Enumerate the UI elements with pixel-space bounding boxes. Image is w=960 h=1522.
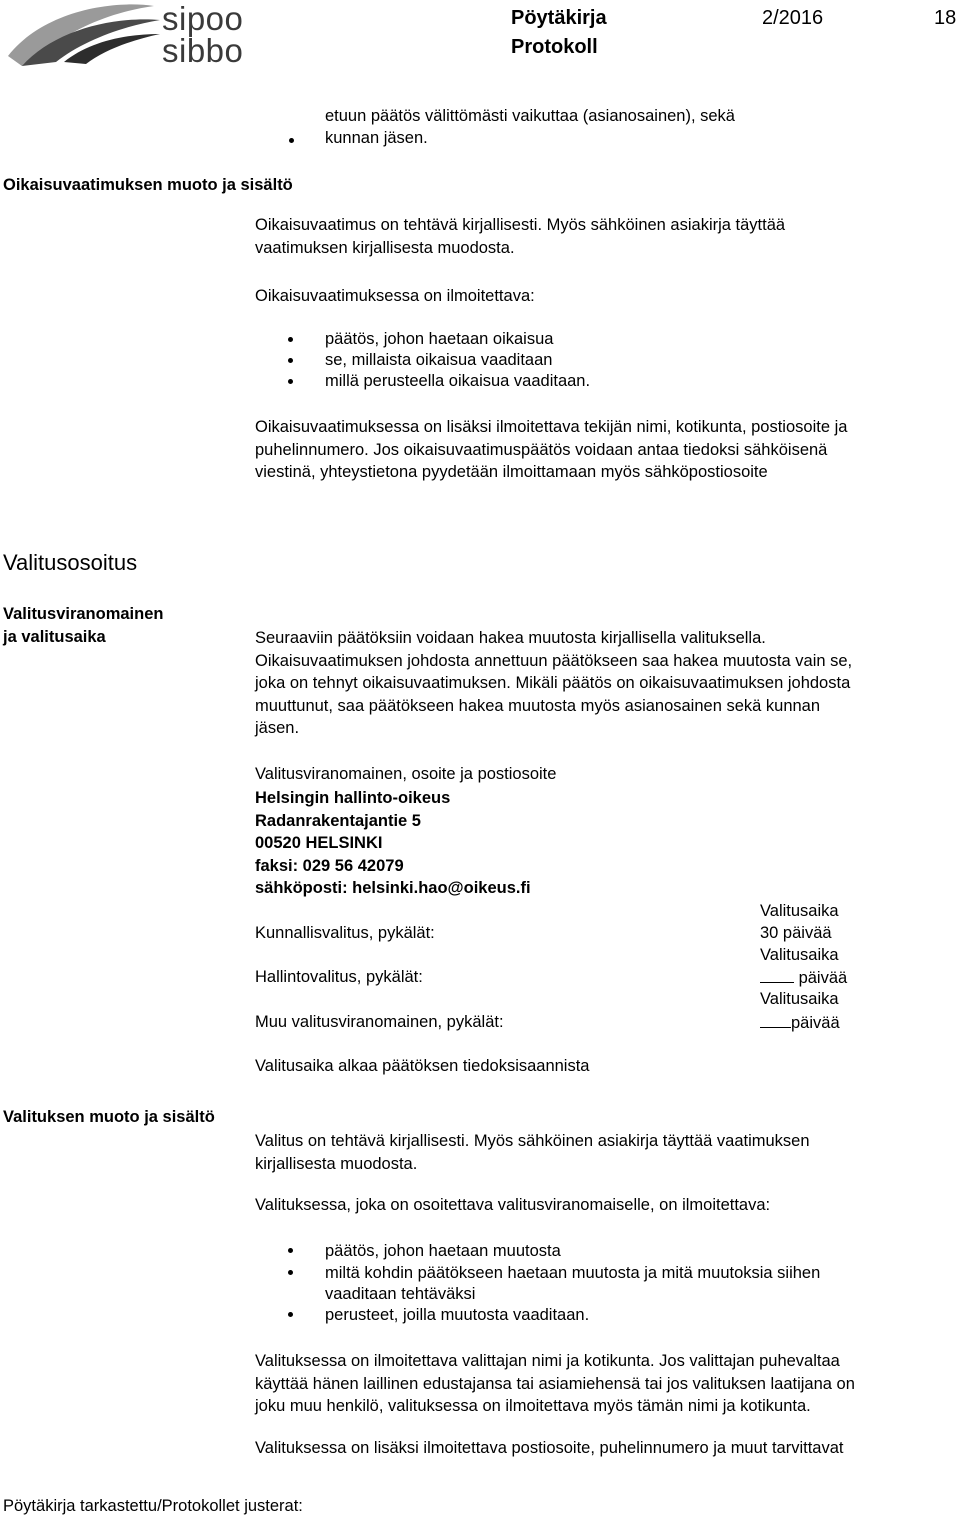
period-label: Muu valitusviranomainen, pykälät: — [255, 1013, 504, 1031]
logo-text-sipoo: sipoo — [162, 0, 244, 37]
list-item-continuation: vaaditaan tehtäväksi — [325, 1285, 476, 1303]
period-value-blank — [760, 1013, 840, 1033]
list-item: kunnan jäsen. — [325, 129, 428, 147]
continued-text: etuun päätös välittömästi vaikuttaa (asianosainen), sekä — [325, 107, 735, 125]
footer-text: Pöytäkirja tarkastettu/Protokollet justerat: — [3, 1497, 303, 1515]
period-value: päivää — [794, 969, 848, 987]
text-line: Oikaisuvaatimuksessa on lisäksi ilmoitettava tekijän nimi, kotikunta, postiosoite ja — [255, 418, 848, 436]
period-head: Valitusaika — [760, 946, 839, 964]
text-line: joka on tehnyt oikaisuvaatimuksen. Mikäli päätös on oikaisuvaatimuksen johdosta — [255, 674, 851, 692]
bullet-dot — [289, 138, 294, 143]
paragraph: Oikaisuvaatimuksessa on ilmoitettava: — [255, 287, 535, 305]
text-line: Seuraaviin päätöksiin voidaan hakea muutosta kirjallisella valituksella. — [255, 629, 766, 647]
email-address: sähköposti: helsinki.hao@oikeus.fi — [255, 879, 531, 897]
list-item: millä perusteella oikaisua vaaditaan. — [288, 371, 590, 392]
doc-type-sv: Protokoll — [511, 36, 598, 58]
page-number: 18 — [934, 7, 957, 29]
paragraph — [255, 214, 955, 259]
text-line: kirjallisesta muodosta. — [255, 1154, 418, 1173]
address-line: Radanrakentajantie 5 — [255, 811, 421, 830]
bullet-list — [288, 329, 590, 392]
sub-heading: ja valitusaika — [3, 628, 106, 646]
text-line: puhelinnumero. Jos oikaisuvaatimuspäätös voidaan antaa tiedoksi sähköisenä — [255, 440, 828, 459]
paragraph — [255, 1350, 955, 1418]
list-item: miltä kohdin päätökseen haetaan muutosta ja mitä muutoksia siihen — [288, 1262, 820, 1284]
list-item: perusteet, joilla muutosta vaaditaan. — [288, 1304, 820, 1326]
paragraph: Valituksessa, joka on osoitettava valitusviranomaiselle, on ilmoitettava: — [255, 1196, 771, 1214]
blank-line — [760, 1013, 791, 1028]
text-line: Oikaisuvaatimuksen johdosta annettuun päätökseen saa hakea muutosta vain se, — [255, 651, 853, 670]
address-block — [255, 787, 955, 900]
issue-number: 2/2016 — [762, 7, 824, 29]
bullet-list — [288, 1240, 820, 1326]
list-item: se, millaista oikaisua vaaditaan — [288, 350, 590, 371]
logo-text-sibbo: sibbo — [162, 32, 244, 69]
period-value: päivää — [791, 1014, 840, 1032]
paragraph — [255, 1130, 955, 1175]
text-line: muuttunut, saa päätökseen hakea muutosta myös asianosainen sekä kunnan — [255, 696, 821, 715]
text-line: joku muu henkilö, valituksessa on ilmoitettava myös tämän nimi ja kotikunta. — [255, 1397, 811, 1415]
logo-swoosh-icon — [4, 0, 164, 70]
logo — [4, 0, 264, 72]
start-note: Valitusaika alkaa päätöksen tiedoksisaannista — [255, 1057, 590, 1075]
paragraph — [255, 416, 955, 484]
period-label: Hallintovalitus, pykälät: — [255, 968, 423, 986]
period-head: Valitusaika — [760, 990, 839, 1008]
address-line: faksi: 029 56 42079 — [255, 856, 404, 875]
section-title: Valitusosoitus — [3, 550, 138, 575]
list-item: päätös, johon haetaan muutosta — [288, 1240, 820, 1262]
period-value-blank — [760, 968, 847, 988]
section-heading-oikaisu: Oikaisuvaatimuksen muoto ja sisältö — [3, 176, 293, 194]
text-line: vaatimuksen kirjallisesta muodosta. — [255, 238, 515, 257]
text-line: Valituksessa on ilmoitettava valittajan nimi ja kotikunta. Jos valittajan puhevaltaa — [255, 1352, 840, 1370]
address-label: Valitusviranomainen, osoite ja postiosoite — [255, 765, 557, 783]
paragraph — [255, 627, 955, 740]
sub-heading: Valitusviranomainen — [3, 605, 164, 623]
doc-type-fi: Pöytäkirja — [511, 7, 607, 29]
text-line: viestinä, yhteystietona pyydetään ilmoittamaan myös sähköpostiosoite — [255, 463, 768, 481]
period-value: 30 päivää — [760, 924, 832, 942]
list-item: päätös, johon haetaan oikaisua — [288, 329, 590, 350]
period-label: Kunnallisvalitus, pykälät: — [255, 924, 435, 942]
paragraph: Valituksessa on lisäksi ilmoitettava postiosoite, puhelinnumero ja muut tarvittavat — [255, 1439, 844, 1457]
address-line: 00520 HELSINKI — [255, 834, 383, 852]
text-line: Valitus on tehtävä kirjallisesti. Myös sähköinen asiakirja täyttää vaatimuksen — [255, 1132, 810, 1150]
text-line: jäsen. — [255, 719, 300, 737]
blank-line — [760, 968, 794, 983]
section-heading-muoto: Valituksen muoto ja sisältö — [3, 1108, 215, 1126]
text-line: Oikaisuvaatimus on tehtävä kirjallisesti. Myös sähköinen asiakirja täyttää — [255, 216, 786, 234]
period-head: Valitusaika — [760, 902, 839, 920]
text-line: käyttää hänen laillinen edustajansa tai asiamiehensä tai jos valituksen laatijana on — [255, 1374, 855, 1393]
address-line: Helsingin hallinto-oikeus — [255, 789, 451, 807]
